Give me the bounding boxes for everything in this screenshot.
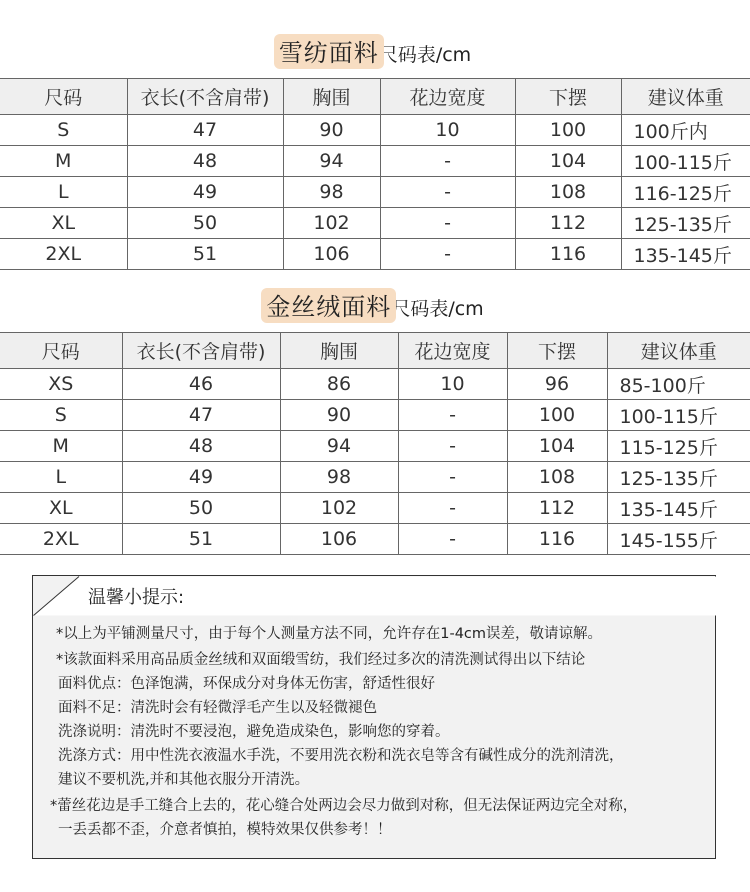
table-row	[0, 208, 750, 239]
table-row	[0, 493, 750, 524]
cell-lace-width: -	[380, 208, 515, 239]
cell-hem: 116	[507, 524, 607, 555]
cell-length: 50	[122, 493, 280, 524]
tips-line: *以上为平铺测量尺寸，由于每个人测量方法不同，允许存在1-4cm误差，敬请谅解。	[56, 626, 603, 642]
cell-weight: 85-100斤	[607, 369, 750, 400]
cell-length: 51	[127, 239, 283, 270]
cell-length: 46	[122, 369, 280, 400]
header-lace-width: 花边宽度	[380, 79, 515, 115]
cell-hem: 104	[515, 146, 621, 177]
cell-bust: 90	[280, 400, 398, 431]
cell-size: XL	[0, 493, 122, 524]
cell-lace-width: 10	[380, 115, 515, 146]
cell-bust: 98	[280, 462, 398, 493]
table2-title-suffix: 尺码表/cm	[391, 298, 484, 320]
cell-lace-width: -	[380, 239, 515, 270]
cell-weight: 125-135斤	[621, 208, 750, 239]
cell-bust: 90	[283, 115, 380, 146]
tips-line: *该款面料采用高品质金丝绒和双面缎雪纺，我们经过多次的清洗测试得出以下结论	[56, 652, 586, 668]
cell-weight: 100斤内	[621, 115, 750, 146]
cell-lace-width: -	[398, 462, 507, 493]
table-row	[0, 462, 750, 493]
header-lace-width: 花边宽度	[398, 333, 507, 369]
cell-bust: 106	[283, 239, 380, 270]
cell-hem: 100	[507, 400, 607, 431]
cell-lace-width: -	[398, 493, 507, 524]
cell-hem: 108	[507, 462, 607, 493]
cell-length: 49	[122, 462, 280, 493]
cell-weight: 135-145斤	[607, 493, 750, 524]
header-weight: 建议体重	[621, 79, 750, 115]
cell-hem: 112	[515, 208, 621, 239]
cell-size: S	[0, 400, 122, 431]
header-length: 衣长(不含肩带)	[127, 79, 283, 115]
cell-weight: 100-115斤	[607, 400, 750, 431]
table-row	[0, 115, 750, 146]
size-table-chiffon	[0, 78, 750, 270]
cell-lace-width: -	[398, 431, 507, 462]
cell-size: L	[0, 462, 122, 493]
cell-bust: 102	[283, 208, 380, 239]
header-weight: 建议体重	[607, 333, 750, 369]
table1-title	[0, 33, 750, 68]
cell-length: 48	[122, 431, 280, 462]
cell-size: XS	[0, 369, 122, 400]
tips-line: 面料优点：色泽饱满，环保成分对身体无伤害，舒适性很好	[58, 676, 435, 692]
cell-length: 48	[127, 146, 283, 177]
cell-hem: 96	[507, 369, 607, 400]
cell-hem: 116	[515, 239, 621, 270]
tips-line: 洗涤说明：清洗时不要浸泡，避免造成染色，影响您的穿着。	[58, 724, 450, 740]
cell-size: S	[0, 115, 127, 146]
header-size: 尺码	[0, 79, 127, 115]
cell-hem: 108	[515, 177, 621, 208]
cell-bust: 98	[283, 177, 380, 208]
cell-bust: 94	[280, 431, 398, 462]
cell-hem: 112	[507, 493, 607, 524]
tips-line: 面料不足：清洗时会有轻微浮毛产生以及轻微褪色	[58, 700, 377, 716]
cell-lace-width: -	[398, 524, 507, 555]
cell-length: 51	[122, 524, 280, 555]
cell-size: M	[0, 431, 122, 462]
cell-size: M	[0, 146, 127, 177]
table2-title-highlight: 金丝绒面料	[266, 287, 391, 322]
header-length: 衣长(不含肩带)	[122, 333, 280, 369]
tips-box	[32, 575, 716, 859]
tips-line: 建议不要机洗,并和其他衣服分开清洗。	[58, 772, 310, 788]
table-row	[0, 239, 750, 270]
tips-title: 温馨小提示:	[88, 587, 185, 608]
table-row	[0, 369, 750, 400]
cell-length: 49	[127, 177, 283, 208]
header-hem: 下摆	[507, 333, 607, 369]
table-row	[0, 146, 750, 177]
cell-bust: 106	[280, 524, 398, 555]
table-header-row	[0, 333, 750, 369]
cell-length: 50	[127, 208, 283, 239]
cell-lace-width: -	[380, 177, 515, 208]
header-bust: 胸围	[283, 79, 380, 115]
cell-lace-width: -	[398, 400, 507, 431]
cell-lace-width: 10	[398, 369, 507, 400]
cell-weight: 116-125斤	[621, 177, 750, 208]
cell-weight: 145-155斤	[607, 524, 750, 555]
table-row	[0, 177, 750, 208]
tips-line: 洗涤方式：用中性洗衣液温水手洗，不要用洗衣粉和洗衣皂等含有碱性成分的洗剂清洗，	[58, 748, 624, 764]
header-size: 尺码	[0, 333, 122, 369]
cell-length: 47	[127, 115, 283, 146]
cell-weight: 100-115斤	[621, 146, 750, 177]
cell-weight: 135-145斤	[621, 239, 750, 270]
table1-title-highlight: 雪纺面料	[279, 33, 379, 68]
cell-bust: 102	[280, 493, 398, 524]
table2-title	[0, 287, 750, 322]
header-bust: 胸围	[280, 333, 398, 369]
size-table-velvet	[0, 332, 750, 555]
table-row	[0, 400, 750, 431]
cell-size: L	[0, 177, 127, 208]
table1-title-suffix: 尺码表/cm	[378, 44, 472, 66]
cell-hem: 100	[515, 115, 621, 146]
cell-weight: 115-125斤	[607, 431, 750, 462]
cell-size: 2XL	[0, 524, 122, 555]
cell-bust: 94	[283, 146, 380, 177]
cell-size: 2XL	[0, 239, 127, 270]
cell-lace-width: -	[380, 146, 515, 177]
header-hem: 下摆	[515, 79, 621, 115]
tips-line: 一丢丢都不歪，介意者慎拍，模特效果仅供参考！！	[58, 822, 392, 838]
cell-bust: 86	[280, 369, 398, 400]
cell-hem: 104	[507, 431, 607, 462]
tips-line: *蕾丝花边是手工缝合上去的，花心缝合处两边会尽力做到对称，但无法保证两边完全对称，	[50, 798, 638, 814]
cell-length: 47	[122, 400, 280, 431]
cell-weight: 125-135斤	[607, 462, 750, 493]
table-row	[0, 431, 750, 462]
table-row	[0, 524, 750, 555]
table-header-row	[0, 79, 750, 115]
cell-size: XL	[0, 208, 127, 239]
